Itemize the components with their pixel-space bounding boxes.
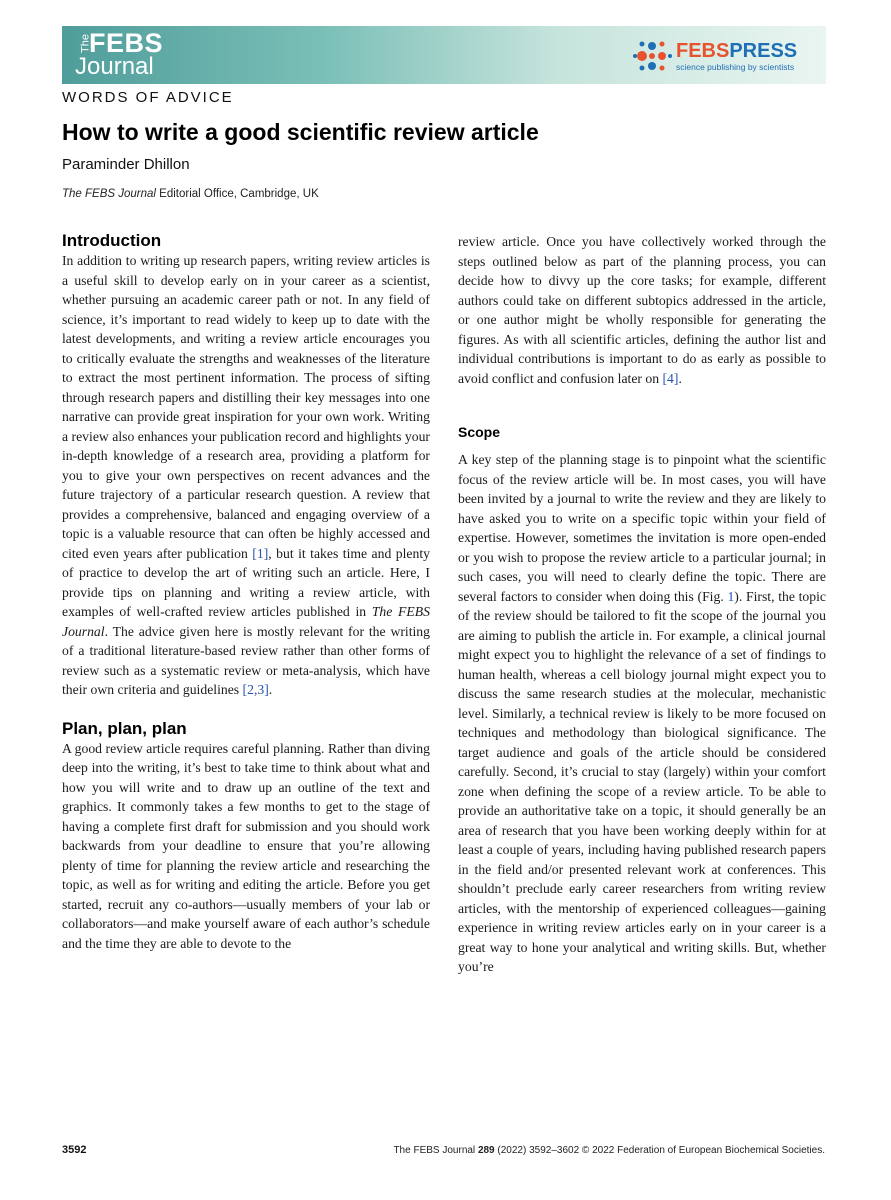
febs-press-logo[interactable] [632, 36, 812, 76]
press-name-press: PRESS [729, 40, 798, 62]
scope-paragraph: A key step of the planning stage is to pinpoint what the scientific focus of the review article will be. In most cases, you will have been invited by a journal to write the review and they are likely to have asked you to write on a specific topic within your field of expertise. However, sometimes the invitation is more open-ended or you wish to propose the review article to a particular journal; in such cases, you will need to clearly define the topic. There are several factors to consider when doing this (Fig. 1). First, the topic of the review should be tailored to fit the scope of the journal you are aiming to publish the article in. For example, a clinical journal might expect you to highlight the relevance of a set of findings to human health, whereas a cell biology journal might expect you to discuss the same research studies at the molecular, mechanistic level. Similarly, a technical review is likely to be more focused on techniques and methodology than biological significance. The target audience and goals of the article should be considered carefully. Second, it’s crucial to stay (largely) within your comfort zone when defining the scope of a review article. To be able to provide an authoritative take on a topic, it should generally be an area of research that you have been working deeply within for at least a couple of years, including having published research papers in the field and/or presented relevant work at conferences. This shouldn’t preclude early career researchers from writing review articles, with the mentorship of experienced colleagues—gaining experience in writing review articles early on in your career is a great way to hone your analytical and writing skills. But, whether you’re [458, 452, 826, 974]
febs-press-dots-icon [632, 36, 672, 76]
author-name[interactable]: Paraminder Dhillon [62, 156, 190, 173]
footer-volume: 289 [477, 1145, 495, 1156]
page-number: 3592 [62, 1144, 87, 1156]
citation-link-2-3[interactable]: [2,3] [242, 682, 269, 697]
article-type-label: WORDS OF ADVICE [62, 89, 234, 106]
author-affiliation [62, 188, 319, 200]
citation-link-1[interactable]: [1] [252, 545, 269, 561]
introduction-paragraph: In addition to writing up research papers, writing review articles is a useful skill to develop early on in your career as a scientist, whether pursuing an academic career path or not. In any field of science, it’s important to read widely to keep up to date with the latest developments, and writing a review article encourages you to critically evaluate the strengths and weaknesses of the literature to extract the most pertinent information. The process of sifting through research papers and distilling their key messages into one narrative can provide great inspiration for your own work. Writing a review also enhances your publication record and highlights your in-depth knowledge of a research area, providing a platform for you to give your own perspectives on recent advances and the future trajectory of a particular research question. A review that provides a comprehensive, balanced and engaging overview of a topic is a valuable resource that can often be highly accessed and cited even years after publication [1], but it takes time and plenty of practice to develop the art of writing such an article. Here, I provide tips on planning and writing a review article, with examples of well-crafted review articles published in The FEBS Journal. The advice given here is mostly relevant for the writing of a traditional literature-based review rather than other forms of review such as a systematic review or meta-analysis, which have their own criteria and guidelines [2,3]. [62, 253, 430, 697]
journal-logo-febs: FEBS [89, 28, 164, 58]
journal-logo-the: The [79, 34, 92, 53]
citation-link-4[interactable]: [4] [662, 370, 679, 386]
journal-banner [62, 26, 826, 84]
plan-paragraph-continued: review article. Once you have collectively worked through the steps outlined below as part of the planning process, you can decide how to divvy up the core tasks; for example, different authors could take on different subtopics addressed in the article, or one author might be wholly responsible for generating the figures. As with all scientific articles, defining the author list and individual contributions is important to do as early as possible to avoid conflict and confusion later on [4]. [458, 234, 826, 386]
figure-link-1[interactable]: 1 [727, 588, 735, 604]
left-column [62, 232, 430, 953]
article-title: How to write a good scientific review article [62, 119, 539, 145]
right-column [458, 232, 826, 977]
journal-name-italic: The FEBS Journal [62, 604, 430, 639]
journal-logo-journal: Journal [75, 53, 154, 80]
affiliation-location: Editorial Office, Cambridge, UK [155, 188, 319, 200]
heading-introduction: Introduction [62, 231, 162, 250]
press-tagline: science publishing by scientists [676, 62, 795, 72]
heading-scope: Scope [458, 424, 501, 440]
affiliation-journal: The FEBS Journal [62, 188, 156, 200]
press-name [676, 40, 797, 62]
press-name-febs: FEBS [676, 40, 730, 62]
plan-paragraph: A good review article requires careful planning. Rather than diving deep into the writing, it’s best to take time to think about what and how you will write and to draw up an outline of the text and graphics. It commonly takes a few months to get to the stage of having a complete first draft for submission and you should work backwards from your deadline to ensure that you’re allowing plenty of time for planning the review article and researching the topic, as well as for writing and editing the article. Before you get started, recruit any co-authors—usually members of your lab or collaborators—and make yourself aware of each author’s schedule and the time they are able to devote to the [62, 740, 430, 951]
footer-citation: The FEBS Journal 289 (2022) 3592–3602 © 2022 Federation of European Biochemical Societies. [393, 1145, 825, 1156]
heading-plan: Plan, plan, plan [62, 718, 187, 738]
